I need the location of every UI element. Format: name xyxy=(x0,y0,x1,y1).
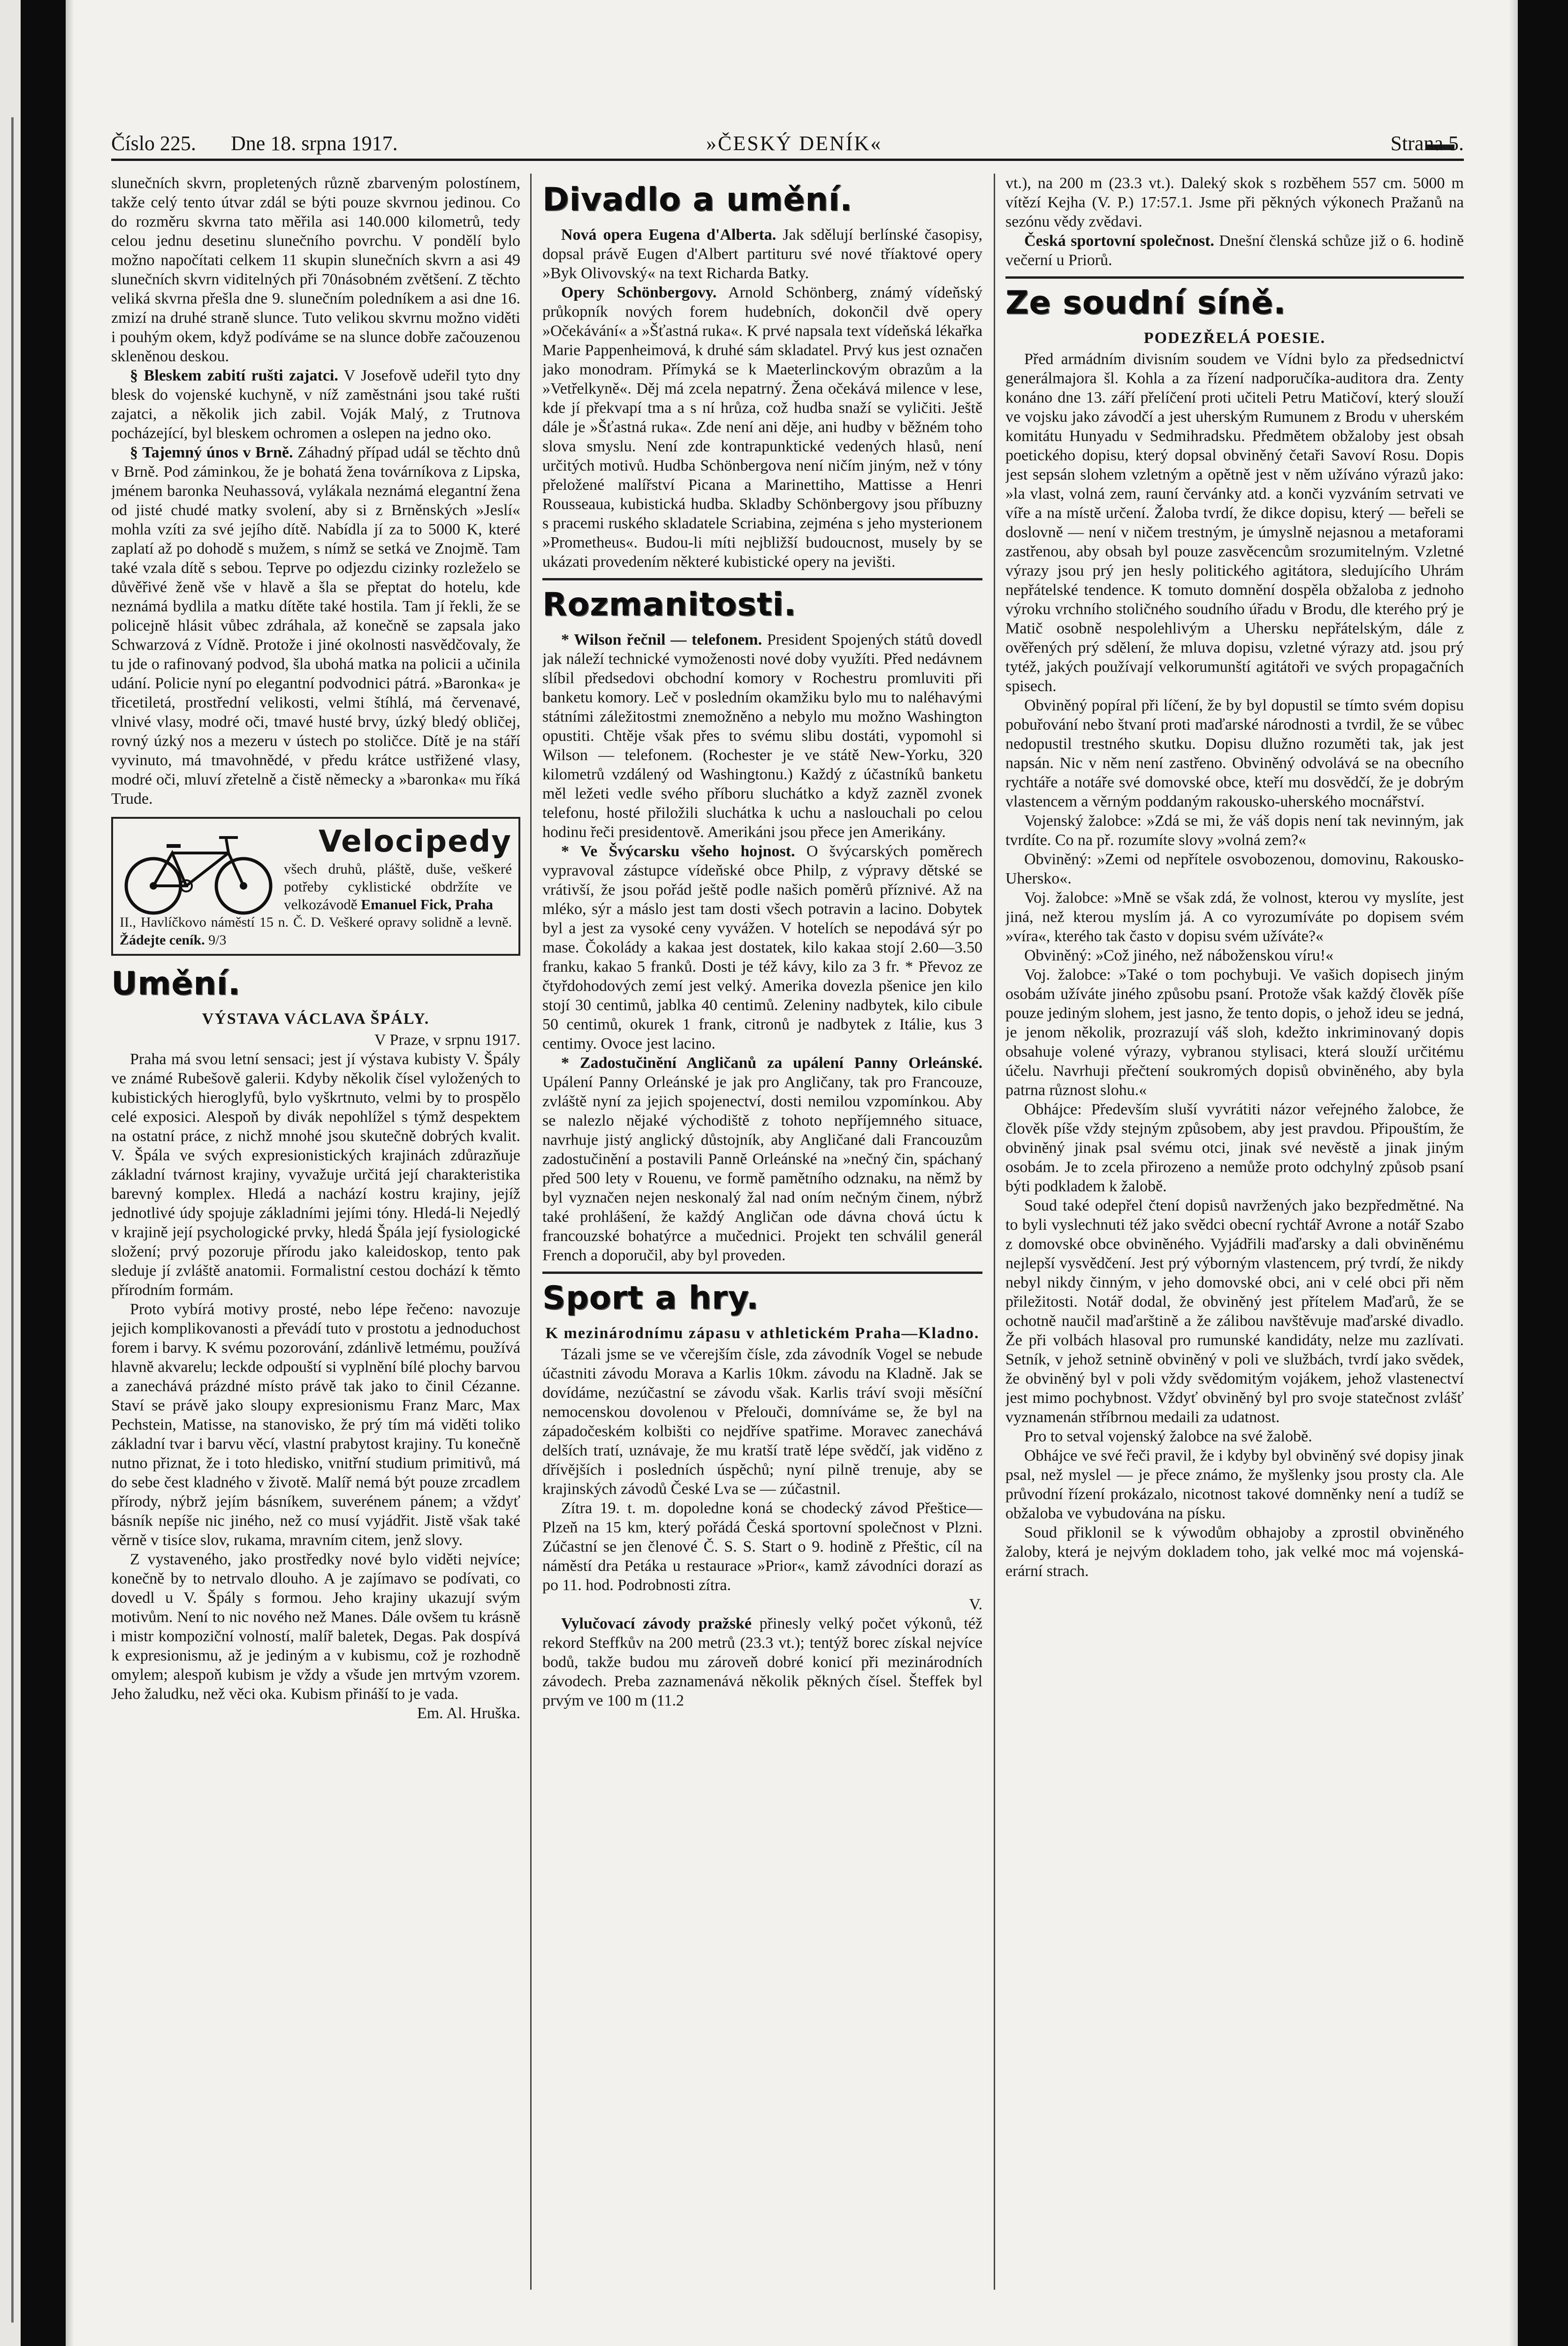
news-item-text: Arnold Schönberg, známý vídeňský průkopník nových forem hudebních, dokončil dvě opery »Očekávání« a »Šťastná ruka«. K prvé napsala text vídeňská lékařka Marie Pappenheimová, k druhé sám skladatel. Prvý kus jest označen jako monodram. Přímyká se k Maeterlinckovým obrazům a la »Vetřelkyně«. Děj má zcela nepatrný. Žena očekává milence v lese, kde jí překvapí tma a s ní hrůza, což hudba snaží se vyličiti. Ještě dále je »Šťastná ruka«. Zde není ani děje, ani hudby v běžném toho slova smyslu. Není zde kontrapunktické vedených hlasů, není určitých motivů. Hudba Schönbergova není ničím jiným, než v tóny přeložené malířství Picana a Marinettiho, Mattisse a Henri Rousseaua, kubistická hudba. Skladby Schönbergovy jsou příbuzny s pracemi ruského skladatele Scriabina, zejména s jeho mysterionem »Prometheus«. Budou-li míti nejbližší budoucnost, musely by se ukázati provedením některé kubistické opery na jevišti. xyxy=(542,284,982,571)
issue-number: Číslo 225. xyxy=(111,132,196,155)
section-heading-soud: Ze soudní síně. xyxy=(1005,276,1464,323)
column-right xyxy=(1005,174,1464,2290)
article-paragraph: Před armádním divisním soudem ve Vídni bylo za předsednictví generálmajora šl. Kohla a za řízení nadporučíka-auditora dra. Zenty konáno dne 13. září přelíčení proti učiteli Petru Matičoví, který slouží ve vojsku jako závodčí a jest uherským Rumunem z Brodu v uherském komitátu Hunyadu v Sedmihradsku. Předmětem obžaloby jest obsah poetického dopisu, který dopsal obviněný četaři Savoví Rosu. Dopis jest sepsán slohem vzletným a opětně jest v něm užíváno výrazů jako: »la vlast, volná zem, rauní červánky atd. a konči vyzváním setrvati ve víře a na místě určení. Žaloba tvrdí, že dikce dopisu, který — beřeli se doslovně — není v ničem trestným, je úmyslně nejasnou a metaforami zastřenou, aby obsah byl pouze zasvěcencům srozumitelným. Vzletné výrazy jsou prý jen hesly politického agitátora, sledujícího Uhrám nepřátelské tendence. K tomuto domnění dospěla obžaloba z jednoho výroku vrchního stoličného soudního úřadu v Brodu, dle kterého prý je Matič osobně nespolehlivým a Uhersku nepřátelským, dále z ověřených prý sdělení, že mluva dopisu, vzletné výrazy atd. jsou prý tytéž, jakých používají velkorumunští agitátoři ve svých propagačních spisech. xyxy=(1005,350,1464,695)
news-item-text: Jak sdělují berlínské časopisy, dopsal právě Eugen d'Albert partituru své nové tříaktové opery »Byk Olivovský« na text Richarda Batky. xyxy=(542,226,982,282)
news-item-title: Opery Schönbergovy. xyxy=(561,284,717,301)
news-item xyxy=(111,443,520,808)
page-edge-left xyxy=(66,0,74,2346)
ad-company: Emanuel Fick, Praha xyxy=(361,896,493,913)
article-paragraph: slunečních skvrn, propletených různě zbarveným polostínem, takže celý tento útvar zdál se býti pouze skvrnou jedinou. Co do rozměru skvrna tato měřila asi 140.000 kilometrů, tedy celou jednu desetinu slunečního povrchu. V pondělí bylo možno napočítati celkem 11 skupin slunečních skvrn a asi 49 slunečních skvrn viditelných při 70násobném zvětšení. Z těchto veliká skvrna přešla dne 9. slunečním poledníkem a asi dne 16. zmizí na druhé straně slunce. Tuto velikou skvrnu možno viděti i pouhým okem, když podíváme se na slunce dobře začouzenou skleněnou deskou. xyxy=(111,175,520,365)
section-heading-sport: Sport a hry. xyxy=(542,1272,982,1318)
ad-title: Velocipedy xyxy=(319,824,512,859)
news-item-text: Dnešní členská schůze již o 6. hodině večerní u Priorů. xyxy=(1005,232,1464,269)
page-number: Strana 5. xyxy=(1390,132,1464,155)
news-item xyxy=(542,1053,982,1265)
article-paragraph: Z vystaveného, jako prostředky nové bylo viděti nejvíce; konečně by to netrvalo dlouho. A je zajímavo se podívati, co dovedl u V. Špály s formou. Jeho krajiny ukazují svým motivům. Není to nic nového než Manes. Dále ovšem tu krásně i mistr kompoziční volností, malíř baletek, Degas. Pak dospívá k expresionismu, až je jediným a v kubismu, což je rozhodně omylem; alespoň kubism je vždy a všude jen mrtvým vzorem. Jeho žaludku, než věci oka. Kubism přináší to je vada. xyxy=(111,1551,520,1703)
article-paragraph: Vojenský žalobce: »Zdá se mi, že váš dopis není tak nevinným, jak tvrdíte. Co na př. rozumíte slovy »volná zem?« xyxy=(1005,812,1464,849)
article-paragraph: Praha má svou letní sensaci; jest jí výstava kubisty V. Špály ve známé Rubešově galerii. Kdyby několik čísel vyložených to kubistických hieroglyfů, bylo vyškrtnuto, velmi by to prospělo celé exposici. Alespoň by divák nepohlížel s týmž despektem na ostatní práce, z nichž mnohé jsou skutečně dobrých kvalit. V. Špála ve svých expresionistických krajinách zdůrazňuje základní tvárnost krajiny, vyvažuje určitá její charakteristika barevný komplex. Hledá a nachází kostru krajiny, jejíž jednotlivé údy spojuje základními jejími tóny. Hledá-li Nejedlý v krajině její psychologické prvky, hledá Špála její fysiologické složení; prvý pozoruje přírodu jako kaleidoskop, tento pak sleduje jí zvláště anatomii. Formalistní cestou dochází k těmto přírodním formám. xyxy=(111,1051,520,1299)
news-item xyxy=(542,1614,982,1710)
article-paragraph: Tázali jsme se ve včerejším čísle, zda závodník Vogel se nebude účastniti závodu Morava a Karlis 10km. závodu na Kladně. Jak se dovídáme, nezúčastní se závodu však. Karlis tráví svoji měsíční nemocenskou dovolenou v Přelouči, domníváme se, že byl na západočeském kolbišti co nejdříve spatřime. Moravec zanechává delších tratí, uznávaje, že mu kratší tratě lépe svědčí, jak viděno z dřívějších i posledních úspěchů; nyní pilně trenuje, aby se krajinských závodů České Lva se — zúčastnil. xyxy=(542,1346,982,1498)
news-item-title: § Bleskem zabití rušti zajatci. xyxy=(130,367,338,384)
ad-body: všech druhů, pláště, duše, veškeré potřeby cyklistické obdržíte ve velkozávodě xyxy=(284,861,512,913)
news-item-text: přinesly velký počet výkonů, též rekord Steffkův na 200 metrů (23.3 vt.); tentýž borec získal nejvíce bodů, takže budou mu zároveň dobré konicí při mezinárodních závodech. Preba zaznamenává několik pěkných čísel. Šteffek byl prvým ve 100 m (11.2 xyxy=(542,1615,982,1709)
dateline: V Praze, v srpnu 1917. xyxy=(374,1031,520,1049)
ad-address: II., Havlíčkovo náměstí 15 n. Č. D. Veškeré opravy solidně a levně. xyxy=(120,914,512,930)
news-item xyxy=(542,225,982,283)
bicycle-icon xyxy=(121,827,275,916)
ad-footer xyxy=(120,914,512,949)
signature: Em. Al. Hruška. xyxy=(417,1705,520,1722)
header-rule xyxy=(111,159,1464,161)
page-gutter xyxy=(0,0,21,2346)
article-paragraph: Obhájce ve své řeči pravil, že i kdyby byl obviněný své dopisy jinak psal, než myslel — je přece známo, že myšlenky jsou prosty cla. Ale průvodní řízení prokázalo, nicotnost takové domněnky není a tudíž se obžaloba ve vybudována na písku. xyxy=(1005,1447,1464,1522)
author-initial: V. xyxy=(969,1596,982,1613)
news-item-text: Upálení Panny Orleánské je jak pro Angličany, tak pro Francouze, zvláště nyní za jejich spojenectví, dosti nemilou vzpomínkou. Aby se nalezlo nějaké východiště z tohoto nepříjemného situace, navrhuje jistý anglický důstojník, aby Angličané dali Francouzům zadostučinění a postavili Panně Orleánské na »nečný čin, spáchaný před 500 lety v Rouenu, ve formě pamětního odznaku, na němž by byl vyznačen nejen neskonalý žal nad oním nečným činem, nýbrž také prohlášení, že každý Angličan ode dávna chová úctu k francouzské bohatýrce a mučednici. Projekt ten schválil generál French a doporučil, aby byl proveden. xyxy=(542,1074,982,1264)
news-item xyxy=(542,630,982,842)
article-paragraph: Obviněný: »Což jiného, než náboženskou víru!« xyxy=(1024,947,1334,964)
article-paragraph: Obhájce: Především sluší vyvrátiti názor veřejného žalobce, že člověk píše vždy stejným způsobem, aby jest pravdou. Připouštím, že obviněný jinak psal svému otci, jinak své nevěstě a jinak jiným osobám. Je to zcela přirozeno a nemůže proto odchylný způsob psaní býti podkladem k žalobě. xyxy=(1005,1101,1464,1195)
news-item xyxy=(542,842,982,1053)
bicycle-advertisement xyxy=(111,817,520,956)
article-paragraph: Obviněný: »Zemi od nepřítele osvobozenou, domovinu, Rakousko-Uhersko«. xyxy=(1005,851,1464,887)
newspaper-title: »ČESKÝ DENÍK« xyxy=(706,132,883,155)
news-item xyxy=(542,283,982,571)
news-item-title: * Zadostučinění Angličanů za upálení Panny Orleánské. xyxy=(561,1054,982,1072)
article-paragraph: Zítra 19. t. m. dopoledne koná se chodecký závod Přeštice—Plzeň na 15 km, který pořádá Česká sportovní společnost v Plzni. Zúčastní se jen členové Č. S. S. Start o 9. hodině z Přeštic, cíl na náměstí dra Petáka u restaurace »Prior«, kamž závodníci dorazí as po 11. hod. Podrobnosti zítra. xyxy=(542,1500,982,1594)
column-rule xyxy=(994,174,995,2290)
section-heading-divadlo: Divadlo a umění. xyxy=(542,181,853,218)
article-heading: K mezinárodnímu zápasu v athletickém Praha—Kladno. xyxy=(545,1325,980,1342)
article-paragraph: Pro to setval vojenský žalobce na své žalobě. xyxy=(1024,1428,1312,1445)
ad-cta: Žádejte ceník. xyxy=(120,932,205,948)
news-item-text: O švýcarských poměrech vypravoval zástupce vídeňské obce Philp, z výpravy dětské se vrátivší, že jsou pořád ještě podle našich poměrů příznivé. Až na mléko, sýr a máslo jest tam dosti všech potravin a lacino. Dobytek byl a jest za vysoké ceny vyvážen. V hotelích se nepodává sýr po mase. Čokolády a kakaa jest dostatek, kilo kakaa stojí 2.60—3.50 franku, kakao 5 franků. Dosti je též kávy, kilo za 3 fr. * Převoz ze čtyřdohodových zemí jest velký. Amerika dovezla pšenice jen kilo stojí 30 centimů, jablka 40 centimů. Zeleniny nadbytek, kilo cibule 50 centimů, okurek 1 frank, citronů je nadbytek z Itálie, kus 3 centimy. Ovoce jest lacino. xyxy=(542,843,982,1052)
news-item-title: Nová opera Eugena d'Alberta. xyxy=(561,226,776,244)
ad-code: 9/3 xyxy=(208,932,227,948)
issue-date: Dne 18. srpna 1917. xyxy=(231,132,398,155)
news-item-title: * Ve Švýcarsku všeho hojnost. xyxy=(561,843,795,860)
news-item-text: President Spojených států dovedl jak náleží technické vymoženosti nové doby využíti. Před nedávnem slíbil předsedovi obchodní komory v Rochestru promluviti při banketu komory. Leč v posledním okamžiku bylo mu to naléhavými státními záležitostmi znemožněno a nebylo mu možno Washington opustiti. Chtěje však přes to svému slibu dostáti, vypomohl si Wilson — telefonem. (Rochester je ve státě New-Yorku, 320 kilometrů vzdálený od Washingtonu.) Každý z účastníků banketu měl ležeti vedle svého příboru sluchátko a když zazněl zvonek telefonu, hosté přiložili sluchátka k uchu a naslouchali po celou hodinu řeči presidentově. Amerikáni jsou přece jen Amerikány. xyxy=(542,631,982,841)
article-paragraph: Proto vybírá motivy prosté, nebo lépe řečeno: navozuje jejich komplikovanosti a převádí tuto v prostotu a jednoduchost forem i barvy. K svému pozorování, zdánlivě letmému, používá hlavně akvarelu; leckde odpouští si vyplnění bílé plochy barvou a zanechává prázdné místo právě tak jako to činil Cézanne. Staví se právě jako sloupy expresionismu Franz Marc, Max Pechstein, Matisse, na stanovisko, že prý tím má viděti toliko základní tvar i barvu věcí, vlastní prabytost krajiny. Tu konečně nutno přiznat, že i toto hledisko, vnitřní studium primitivů, má do sebe čest kladného v životě. Malíř nemá být pouze zrcadlem přírody, nýbrž jejím básníkem, suverénem pánem; a vždyť básník nepíše nic jiného, než co musí vyjádřit. Jistě však také věrně v tisíce slov, rukama, mravním citem, jenž slovy. xyxy=(111,1301,520,1549)
section-heading-umeni: Umění. xyxy=(111,965,241,1002)
column-left xyxy=(111,174,520,2290)
article-paragraph: Soud přiklonil se k výwodům obhajoby a zprostil obviněného žaloby, která je nejvým dokladem toho, jak velké moc má vojenská-erární strach. xyxy=(1005,1524,1464,1580)
gutter-rule xyxy=(11,117,14,2323)
article-paragraph: Voj. žalobce: »Také o tom pochybuji. Ve vašich dopisech jiným osobám užíváte jiného způsobu psaní. Protože však každý člověk píše pouze jediným slohem, jest jasno, že tento dopis, o jehož ideu se jedná, je jenom několik, prozrazují váš sloh, kdežto inkriminovaný dopis obsahuje volené výrazy, vybranou stylisaci, která slouží určitému účelu. Navrhuji přečtení soukromých dopisů obviněného, aby byla patrna různost slohu.« xyxy=(1005,966,1464,1099)
page-header xyxy=(111,128,1464,161)
article-paragraph: Voj. žalobce: »Mně se však zdá, že volnost, kterou vy myslíte, jest jiná, než kterou myslím já. A co vyrozumíváte po dopisem svém »víra«, kterého tak často v dopisu svém užíváte?« xyxy=(1005,889,1464,945)
news-item-title: * Wilson řečnil — telefonem. xyxy=(561,631,762,648)
news-item-text: Záhadný případ udál se těchto dnů v Brně. Pod záminkou, že je bohatá žena továrníkova z Lipska, jménem baronka Neuhassová, vylákala neznámá elegantní žena od jisté chudé matky svolení, aby si z Brněnských »Jeslí« mohla vzíti za své jejího dítě. Nabídla jí za to 5000 K, které zaplatí až po dohodě s mužem, s nímž se setká ve Znojmě. Tam také vzala dítě s sebou. Teprve po odjezdu cizinky rozleželo se důvěřivé ženě vše v hlavě a šla se přeptat do hotelu, kde neznámá bydlila a matku dítěte také hostila. Tam jí řekli, že se policejně hlásit vůbec zdráhala, až konečně se zapsala jako Schwarzová z Vídně. Protože i jiné okolnosti nasvědčovaly, že tu jde o rafinovaný podvod, šla ubohá matka na policii a učinila udání. Policie nyní po elegantní podvodnici pátrá. »Baronka« je třicetiletá, prostřední velikosti, velmi štíhlá, má červenavé, vlnivé vlasy, modré oči, tmavé husté brvy, úzký bledý obličej, rovný úzký nos a mezeru v ústech po stoličce. Dítě je na stáří vyvinuto, má tmavohnědé, v předu krátce ustřižené vlasy, modré oči, mluví zřetelně a čistě německy a »baronka« mu říká Trude. xyxy=(111,444,520,807)
news-item-text: V Josefově udeřil tyto dny blesk do vojenské kuchyně, v níž zaměstnáni jsou také rušti zajatci, a několik jich zabil. Voják Malý, z Trutnova pocházející, byl bleskem ochromen a oslepen na jedno oko. xyxy=(111,367,520,442)
article-heading: PODEZŘELÁ POESIE. xyxy=(1143,329,1326,347)
news-item xyxy=(111,366,520,443)
section-heading-rozmanitosti: Rozmanitosti. xyxy=(542,578,982,625)
news-item-title: Česká sportovní společnost. xyxy=(1024,232,1215,250)
column-rule xyxy=(530,174,532,2290)
article-paragraph: Soud také odepřel čtení dopisů navržených jako bezpředmětné. Na to byli vyslechnuti též jako svědci obecní rychtář Avrone a notář Szabo z domovské obce obviněného. Vyjádřili maďarsky a dali obviněnému nejlepší vysvědčení. Jest prý výborným vlastencem, prý tvrdí, že nikdy nebyl nikdy činným, v jeho domovské obci, ani v celé obci při něm přiležitosti. Notář dodal, že obviněný jest přítelem Maďarů, že se ochotně naučil maďarštině a že zálibou navštěvuje maďarské divadlo. Že při volbách hlasoval pro rumunské kandidáty, nelze mu zazlívati. Setník, v jehož setnině obviněný v poli ve službách, tvrdí jako svědek, že obviněný byl v poli vždy svědomitým vojákem, jehož vlastenectví jest mimo pochybnost. Vždyť obviněný byl pro svoje statečnost zvlášť vyznamenán stříbrnou medaili za udatnost. xyxy=(1005,1197,1464,1426)
article-heading: VÝSTAVA VÁCLAVA ŠPÁLY. xyxy=(202,1010,430,1028)
news-item-title: Vylučovací závody pražské xyxy=(561,1615,752,1632)
article-paragraph: vt.), na 200 m (23.3 vt.). Daleký skok s rozběhem 557 cm. 5000 m vítězí Kejha (V. P.) 17:57.1. Jsme při pěkných výkonech Pražanů na sezónu vědy zvědavi. xyxy=(1005,175,1464,230)
news-item-title: § Tajemný únos v Brně. xyxy=(130,444,293,461)
page-edge-right xyxy=(1509,0,1518,2346)
ad-text xyxy=(284,860,512,914)
column-middle xyxy=(542,174,982,2290)
news-item xyxy=(1005,231,1464,270)
article-paragraph: Obviněný popíral při líčení, že by byl dopustil se tímto svém dopisu pobuřování nebo štvaní proti maďarské národnosti a tvrdil, že se vůbec nedopustil trestného skutku. Dopisu dlužno rozuměti tak, jak jest napsán. Nic v něm není zastřeno. Obviněný odvolává se na obecního rychtáře a notáře své domovské obce, kteří mu dosvědčí, že je dobrým vlastencem a věrným poddaným rakousko-uherského mocnářství. xyxy=(1005,697,1464,810)
